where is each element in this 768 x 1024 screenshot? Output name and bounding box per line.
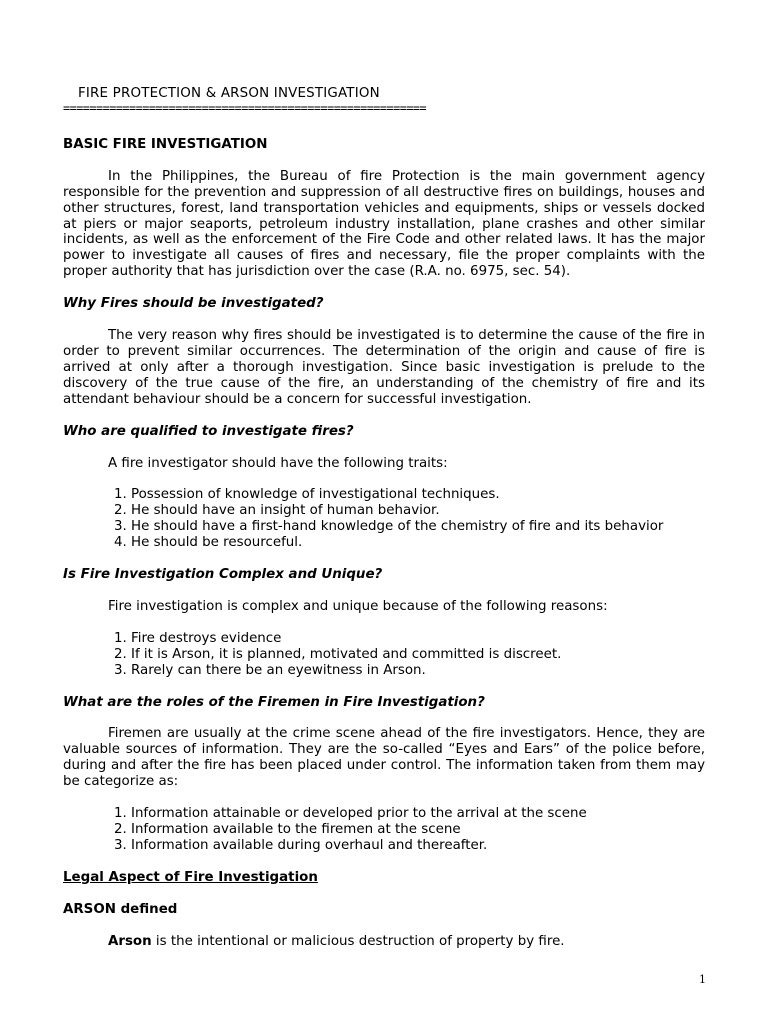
paragraph-bfp: In the Philippines, the Bureau of fire Protection is the main government agency responsible for the prevention and suppression of all destructive fires on buildings, houses and other structures, forest, land transportation vehicles and equipments, ships or vessels docked at piers or major seaports, petroleum industry installation, plane crashes and other similar incidents, as well as the enforcement of the Fire Code and other related laws. It has the major power to investigate all causes of fires and necessary, file the proper complaints with the proper authority that has jurisdiction over the case (R.A. no. 6975, sec. 54).	[63, 168, 705, 280]
paragraph-reasons-intro: Fire investigation is complex and unique because of the following reasons:	[108, 598, 608, 614]
traits-list	[63, 487, 705, 551]
heading-legal-aspect: Legal Aspect of Fire Investigation	[63, 869, 318, 885]
list-item: 3. Rarely can there be an eyewitness in Arson.	[131, 663, 705, 679]
paragraph-traits-intro: A fire investigator should have the following traits:	[108, 455, 448, 471]
arson-term: Arson	[108, 933, 152, 949]
list-item: 1. Information attainable or developed prior to the arrival at the scene	[131, 806, 705, 822]
reasons-list	[63, 631, 705, 679]
title-rule: =======================================================	[63, 101, 427, 115]
list-item: 1. Possession of knowledge of investigational techniques.	[131, 487, 705, 503]
page-number: 1	[699, 973, 706, 986]
heading-complex-unique: Is Fire Investigation Complex and Unique?	[63, 567, 383, 583]
list-item: 4. He should be resourceful.	[131, 535, 705, 551]
heading-firemen-roles: What are the roles of the Firemen in Fire Investigation?	[63, 694, 485, 710]
paragraph-arson-definition	[108, 934, 705, 950]
list-item: 2. If it is Arson, it is planned, motivated and committed is discreet.	[131, 647, 705, 663]
heading-basic-fire-investigation: BASIC FIRE INVESTIGATION	[63, 136, 268, 152]
paragraph-why-investigate: The very reason why fires should be investigated is to determine the cause of the fire in order to prevent similar occurrences. The determination of the origin and cause of fire is arrived at only after a thorough investigation. Since basic investigation is prelude to the discovery of the true cause of the fire, an understanding of the chemistry of fire and its attendant behaviour should be a concern for successful investigation.	[63, 328, 705, 407]
document-title: FIRE PROTECTION & ARSON INVESTIGATION	[78, 86, 380, 101]
paragraph-firemen: Firemen are usually at the crime scene ahead of the fire investigators. Hence, they are valuable sources of information. They are the so-called “Eyes and Ears” of the police before, during and after the fire has been placed under control. The information taken from them may be categorize as:	[63, 726, 705, 790]
arson-definition-text: is the intentional or malicious destruction of property by fire.	[151, 933, 565, 949]
heading-why-investigate: Why Fires should be investigated?	[63, 296, 324, 312]
heading-arson-defined: ARSON defined	[63, 901, 178, 917]
list-item: 1. Fire destroys evidence	[131, 631, 705, 647]
list-item: 2. Information available to the firemen at the scene	[131, 822, 705, 838]
heading-who-qualified: Who are qualified to investigate fires?	[63, 423, 354, 439]
information-list	[63, 806, 705, 854]
list-item: 3. Information available during overhaul and thereafter.	[131, 838, 705, 854]
list-item: 2. He should have an insight of human behavior.	[131, 503, 705, 519]
list-item: 3. He should have a first-hand knowledge of the chemistry of fire and its behavior	[131, 519, 705, 535]
document-page	[63, 86, 705, 950]
